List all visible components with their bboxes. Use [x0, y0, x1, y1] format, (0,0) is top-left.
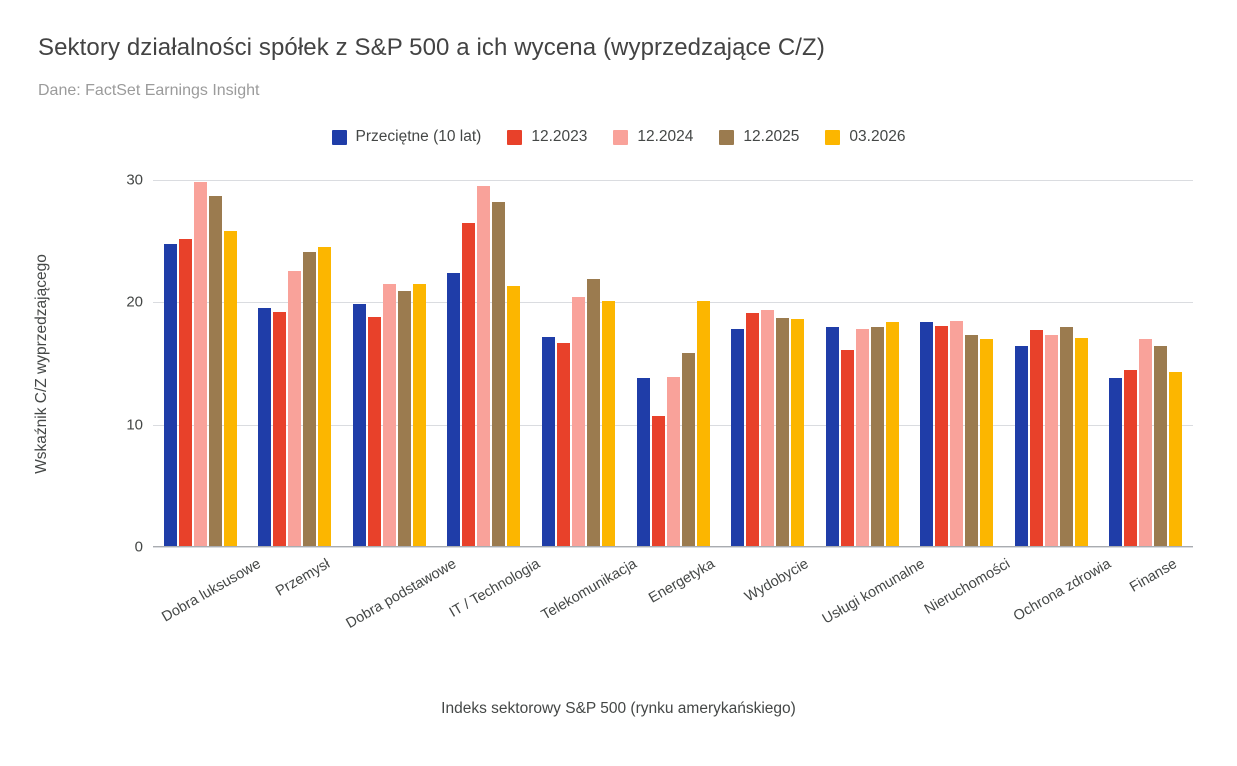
y-axis-title [30, 180, 54, 547]
bar[interactable] [288, 271, 301, 547]
bar-group [626, 180, 721, 547]
bar[interactable] [731, 329, 744, 547]
bar-group [720, 180, 815, 547]
x-axis-tick-label: Energetyka [646, 556, 718, 607]
bar[interactable] [935, 326, 948, 547]
x-axis-tick [626, 552, 721, 672]
x-axis-title: Indeks sektorowy S&P 500 (rynku amerykańskiego) [441, 700, 796, 717]
x-axis-tick [815, 552, 928, 672]
legend-item[interactable] [825, 128, 905, 146]
bar[interactable] [682, 353, 695, 548]
x-axis-tick-label: Telekomunikacja [539, 556, 641, 624]
bar[interactable] [886, 322, 899, 547]
bar-group [1004, 180, 1099, 547]
bar[interactable] [950, 321, 963, 547]
x-axis-tick-label: Dobra podstawowe [343, 556, 460, 632]
x-axis-tick-label: Usługi komunalne [819, 556, 928, 628]
bar[interactable] [383, 284, 396, 547]
legend-label: 12.2024 [637, 128, 694, 145]
bar-group [437, 180, 532, 547]
bar[interactable] [980, 339, 993, 547]
plot-area [153, 180, 1193, 547]
x-axis-tick-label: IT / Technologia [446, 556, 543, 621]
bar[interactable] [841, 350, 854, 547]
bar[interactable] [1109, 378, 1122, 547]
chart-legend [0, 128, 1237, 146]
bar[interactable] [871, 327, 884, 547]
y-axis-tick-labels [95, 171, 143, 556]
bar[interactable] [209, 196, 222, 547]
bar[interactable] [413, 284, 426, 547]
legend-label: Przeciętne (10 lat) [355, 128, 482, 145]
bar[interactable] [1030, 330, 1043, 547]
bar[interactable] [602, 301, 615, 547]
bar[interactable] [194, 182, 207, 547]
bar[interactable] [1124, 370, 1137, 547]
bar[interactable] [1060, 327, 1073, 547]
bar[interactable] [746, 313, 759, 547]
x-axis-tick [342, 552, 460, 672]
legend-swatch-icon [719, 130, 734, 145]
y-axis-tick-label: 10 [126, 416, 143, 434]
bar[interactable] [587, 279, 600, 547]
bar-groups [153, 180, 1193, 547]
bar[interactable] [179, 239, 192, 547]
bar[interactable] [652, 416, 665, 547]
x-axis-tick [248, 552, 343, 672]
bar[interactable] [826, 327, 839, 547]
x-axis-tick-label: Dobra luksusowe [159, 556, 264, 626]
bar[interactable] [856, 329, 869, 547]
bar[interactable] [1015, 346, 1028, 547]
x-axis-line [153, 546, 1193, 547]
bar[interactable] [398, 291, 411, 547]
legend-swatch-icon [613, 130, 628, 145]
bar-group [815, 180, 910, 547]
bar[interactable] [224, 231, 237, 547]
bar[interactable] [164, 244, 177, 547]
legend-label: 03.2026 [849, 128, 906, 145]
bar[interactable] [477, 186, 490, 547]
bar[interactable] [542, 337, 555, 547]
x-axis-tick-label: Ochrona zdrowia [1011, 556, 1114, 625]
y-axis-tick-label: 20 [126, 293, 143, 311]
x-axis-tick [909, 552, 1013, 672]
x-axis-tick-label: Wydobycie [741, 556, 811, 606]
bar[interactable] [462, 223, 475, 547]
bar[interactable] [572, 297, 585, 547]
bar[interactable] [761, 310, 774, 547]
legend-swatch-icon [332, 130, 347, 145]
legend-item[interactable] [719, 128, 799, 146]
bar[interactable] [1169, 372, 1182, 547]
legend-item[interactable] [613, 128, 693, 146]
chart-subtitle: Dane: FactSet Earnings Insight [38, 82, 260, 99]
legend-label: 12.2025 [743, 128, 800, 145]
bar[interactable] [776, 318, 789, 547]
bar[interactable] [273, 312, 286, 547]
bar-group [248, 180, 343, 547]
legend-item[interactable] [507, 128, 587, 146]
bar[interactable] [1075, 338, 1088, 547]
bar-group [531, 180, 626, 547]
bar[interactable] [667, 377, 680, 547]
chart-title: Sektory działalności spółek z S&P 500 a ich wycena (wyprzedzające C/Z) [38, 34, 825, 61]
bar[interactable] [697, 301, 710, 547]
bar[interactable] [637, 378, 650, 547]
bar[interactable] [557, 343, 570, 547]
y-axis-tick-label: 0 [134, 538, 143, 556]
x-axis-tick [1098, 552, 1193, 672]
bar[interactable] [368, 317, 381, 547]
x-axis-tick-label: Przemysł [272, 556, 333, 600]
bar[interactable] [965, 335, 978, 547]
bar[interactable] [492, 202, 505, 547]
x-axis-tick [1004, 552, 1114, 672]
gridline [153, 547, 1193, 548]
legend-label: 12.2023 [531, 128, 588, 145]
bar-group [342, 180, 437, 547]
x-axis-tick [437, 552, 543, 672]
bar[interactable] [920, 322, 933, 547]
bar-group [153, 180, 248, 547]
bar-group [909, 180, 1004, 547]
legend-item[interactable] [332, 128, 482, 146]
bar[interactable] [303, 252, 316, 547]
x-axis-tick [153, 552, 264, 672]
y-axis-title-text: Wskaźnik C/Z wyprzedzającego [33, 253, 51, 474]
bar[interactable] [318, 247, 331, 547]
x-axis-tick-label: Finanse [1126, 556, 1180, 596]
bar-group [1098, 180, 1193, 547]
bar[interactable] [447, 273, 460, 547]
x-axis-tick-label: Nieruchomości [921, 556, 1013, 618]
bar[interactable] [507, 286, 520, 547]
legend-swatch-icon [507, 130, 522, 145]
bar[interactable] [1045, 335, 1058, 547]
y-axis-tick-label: 30 [126, 171, 143, 189]
bar[interactable] [258, 308, 271, 547]
x-axis-tick [531, 552, 641, 672]
bar[interactable] [353, 304, 366, 547]
bar[interactable] [791, 319, 804, 547]
x-axis-tick-labels [153, 552, 1193, 672]
legend-swatch-icon [825, 130, 840, 145]
bar[interactable] [1139, 339, 1152, 547]
bar[interactable] [1154, 346, 1167, 547]
x-axis-tick [720, 552, 815, 672]
